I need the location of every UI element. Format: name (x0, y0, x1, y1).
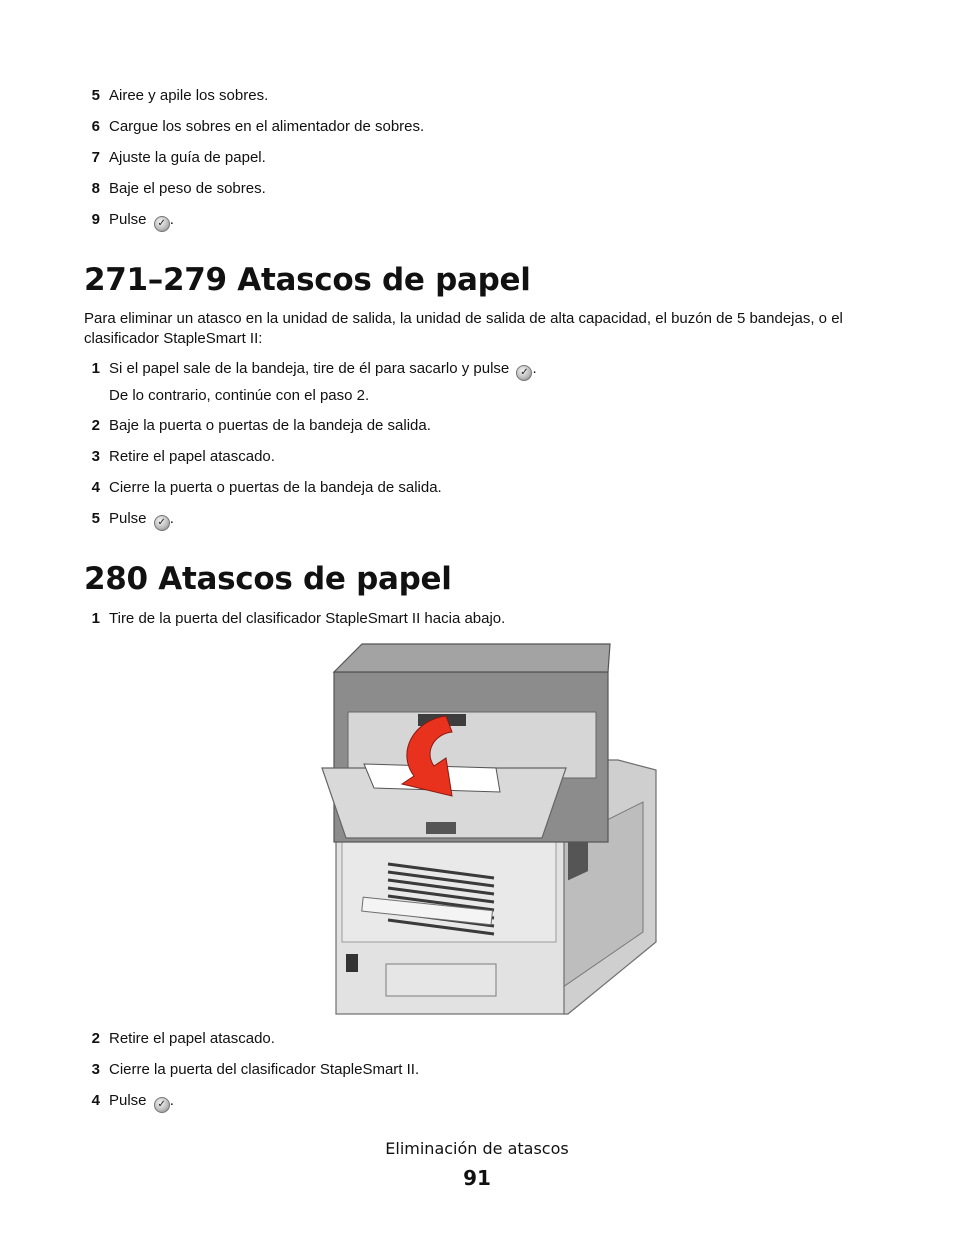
checkmark-button-icon: ✓ (516, 365, 532, 381)
step-number: 4 (91, 1092, 100, 1109)
step-text: Baje la puerta o puertas de la bandeja de salida. (109, 417, 431, 434)
section-intro: Para eliminar un atasco en la unidad de salida, la unidad de salida de alta capacidad, el buzón de 5 bandejas, o el clasificador StapleSmart II: (84, 310, 843, 347)
step-punct: . (532, 360, 537, 377)
step-text: Retire el papel atascado. (109, 1030, 275, 1047)
step-text: Pulse (109, 1092, 147, 1109)
step-note: De lo contrario, continúe con el paso 2. (109, 387, 370, 404)
step-text: Airee y apile los sobres. (109, 87, 269, 104)
section-heading-280: 280 Atascos de papel (84, 561, 452, 597)
checkmark-button-icon: ✓ (154, 216, 170, 232)
step-number: 6 (91, 118, 100, 135)
step-number: 1 (91, 610, 100, 627)
step-text: Cierre la puerta del clasificador StapleSmart II. (109, 1061, 420, 1078)
step-number: 5 (91, 87, 100, 104)
step-number: 5 (91, 510, 100, 527)
step-text: Tire de la puerta del clasificador StapleSmart II hacia abajo. (109, 610, 506, 627)
checkmark-button-icon: ✓ (154, 515, 170, 531)
step-text: Baje el peso de sobres. (109, 180, 266, 197)
step-number: 4 (91, 479, 100, 496)
step-number: 8 (91, 180, 100, 197)
step-text: Retire el papel atascado. (109, 448, 275, 465)
step-number: 3 (91, 448, 100, 465)
step-number: 3 (91, 1061, 100, 1078)
step-text: Cierre la puerta o puertas de la bandeja de salida. (109, 479, 442, 496)
footer-title: Eliminación de atascos (385, 1139, 569, 1158)
step-text: Cargue los sobres en el alimentador de sobres. (109, 118, 425, 135)
step-text: Si el papel sale de la bandeja, tire de él para sacarlo y pulse (109, 360, 510, 377)
section-heading-271-279: 271–279 Atascos de papel (84, 262, 531, 298)
step-punct: . (169, 1092, 174, 1109)
step-text: Pulse (109, 211, 147, 228)
printer-illustration (318, 642, 658, 1018)
step-number: 9 (91, 211, 100, 228)
step-punct: . (169, 211, 174, 228)
page-number: 91 (463, 1166, 491, 1190)
step-text: Pulse (109, 510, 147, 527)
step-number: 2 (91, 1030, 100, 1047)
step-number: 7 (91, 149, 100, 166)
step-number: 1 (91, 360, 100, 377)
checkmark-button-icon: ✓ (154, 1097, 170, 1113)
step-text: Ajuste la guía de papel. (109, 149, 266, 166)
step-punct: . (169, 510, 174, 527)
step-number: 2 (91, 417, 100, 434)
